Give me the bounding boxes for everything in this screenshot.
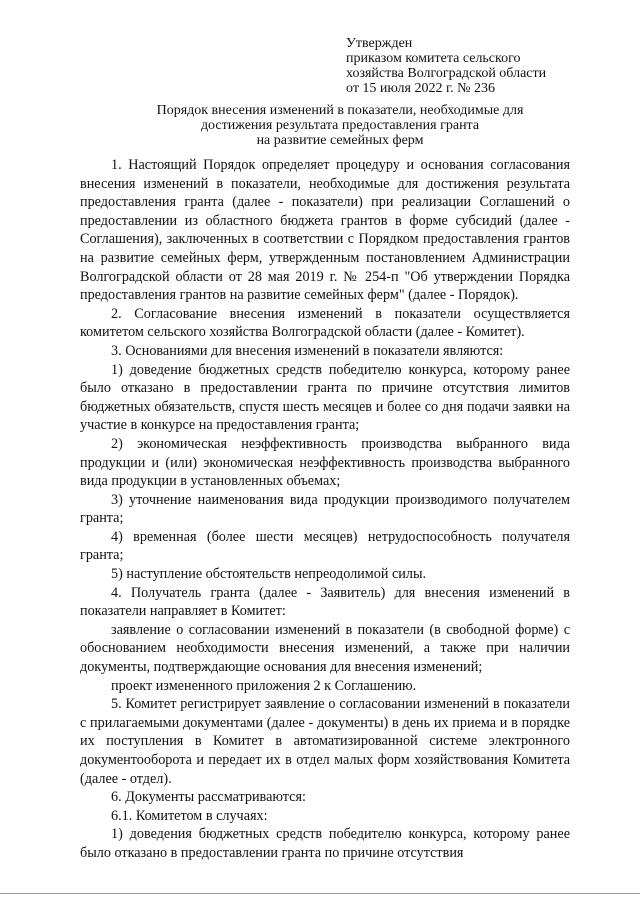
paragraph: 2) экономическая неэффективность производства выбранного вида продукции и (или) экономическая неэффективность производства выбранного вида продукции в установленных объемах; bbox=[80, 435, 570, 490]
title-line: достижения результата предоставления гранта bbox=[200, 118, 480, 133]
paragraph: 6. Документы рассматриваются: bbox=[111, 789, 306, 806]
paragraph: 1) доведение бюджетных средств победителю конкурса, которому ранее было отказано в предоставлении гранта по причине отсутствия лимитов бюджетных обязательств, спустя шесть месяцев и более со дня подачи заявки на участие в конкурсе на предоставления гранта; bbox=[80, 361, 570, 434]
document-body bbox=[80, 156, 570, 863]
paragraph: 1. Настоящий Порядок определяет процедуру и основания согласования внесения изменений в показатели, необходимые для достижения результата предоставления гранта (далее - показатели) при реализации Соглашений о предоставлении из областного бюджета грантов в форме субсидий (далее - Соглашения), заключенных в соответствии с Порядком предоставления грантов на развитие семейных ферм, утвержденным постановлением Администрации Волгоградской области от 28 мая 2019 г. № 254-п "Об утверждении Порядка предоставления грантов на развитие семейных ферм" (далее - Порядок). bbox=[80, 157, 570, 304]
title-line: Порядок внесения изменений в показатели, необходимые для bbox=[156, 103, 524, 118]
paragraph: 2. Согласование внесения изменений в показатели осуществляется комитетом сельского хозяйства Волгоградской области (далее - Комитет). bbox=[80, 305, 570, 341]
paragraph: заявление о согласовании изменений в показатели (в свободной форме) с обоснованием необходимости внесения изменений, а также при наличии документы, подтверждающие основания для внесения изменений; bbox=[80, 621, 570, 676]
title-line: на развитие семейных ферм bbox=[256, 133, 424, 148]
approval-line: Утвержден bbox=[346, 36, 413, 51]
approval-line: приказом комитета сельского bbox=[346, 51, 521, 66]
scan-edge-line bbox=[0, 893, 640, 894]
paragraph: 4. Получатель гранта (далее - Заявитель) для внесения изменений в показатели направляет в Комитет: bbox=[80, 584, 570, 620]
paragraph: 1) доведения бюджетных средств победителю конкурса, которому ранее было отказано в предоставлении гранта по причине отсутствия bbox=[80, 826, 570, 861]
document-title bbox=[110, 103, 570, 148]
paragraph: 5. Комитет регистрирует заявление о согласовании изменений в показатели с прилагаемыми документами (далее - документы) в день их приема и в порядке их поступления в Комитет в автоматизированной системе электронного документооборота и передает их в отдел малых форм хозяйствования Комитета (далее - отдел). bbox=[80, 696, 570, 787]
paragraph: 3) уточнение наименования вида продукции производимого получателем гранта; bbox=[80, 491, 570, 527]
approval-stamp bbox=[346, 36, 606, 96]
paragraph: 5) наступление обстоятельств непреодолимой силы. bbox=[111, 566, 427, 583]
approval-line: от 15 июля 2022 г. № 236 bbox=[346, 81, 495, 96]
approval-line: хозяйства Волгоградской области bbox=[346, 66, 547, 81]
paragraph: 3. Основаниями для внесения изменений в показатели являются: bbox=[111, 342, 504, 359]
paragraph: проект измененного приложения 2 к Соглашению. bbox=[111, 677, 417, 694]
paragraph: 4) временная (более шести месяцев) нетрудоспособность получателя гранта; bbox=[80, 528, 570, 564]
paragraph: 6.1. Комитетом в случаях: bbox=[111, 807, 268, 824]
